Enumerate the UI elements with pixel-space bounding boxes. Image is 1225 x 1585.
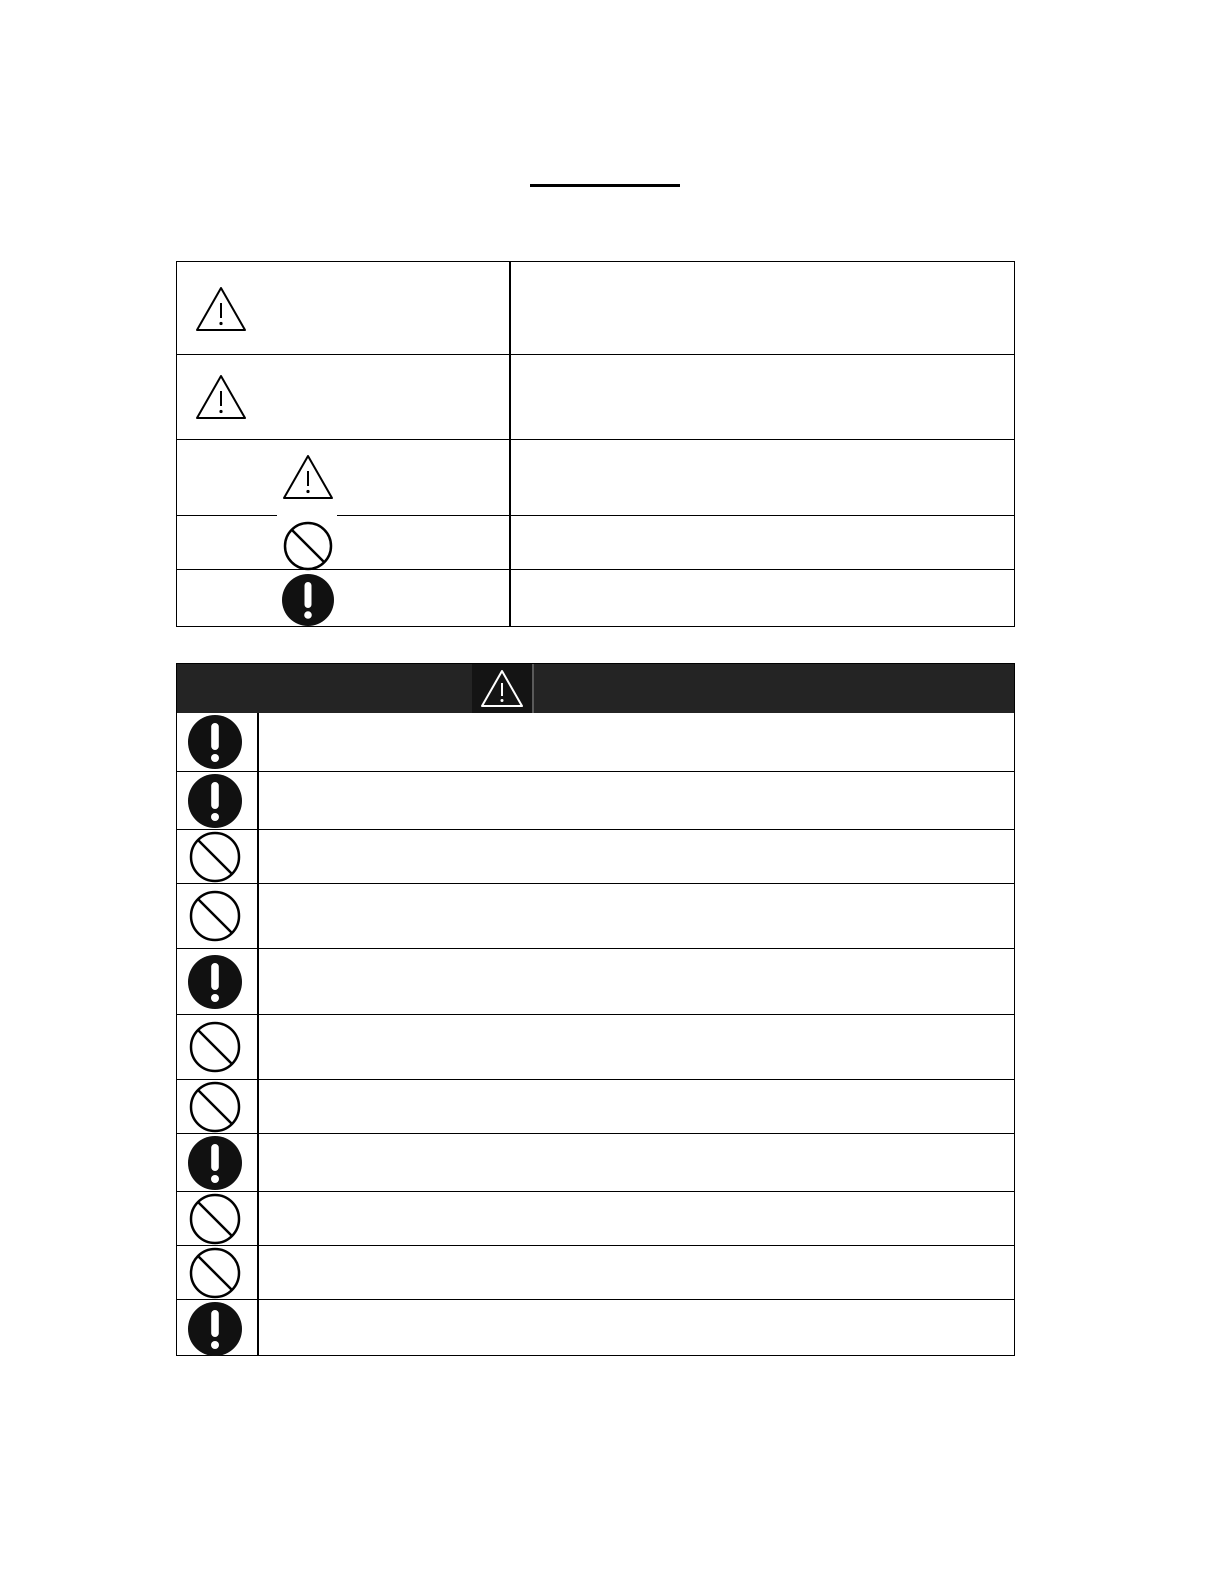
warning-triangle-icon [479, 668, 525, 709]
warning-row [177, 1299, 1014, 1357]
border-gap [277, 514, 337, 518]
mandatory-action-icon [187, 954, 243, 1010]
warning-row [177, 948, 1014, 1014]
warning-row [177, 829, 1014, 883]
warning-triangle-icon [194, 373, 248, 421]
warning-triangle-icon [281, 453, 335, 501]
warning-triangle-icon [194, 285, 248, 333]
mandatory-action-icon [281, 573, 335, 627]
warning-row [177, 771, 1014, 829]
prohibited-icon [187, 888, 243, 944]
warning-row [177, 1191, 1014, 1245]
symbol-legend-table [176, 261, 1015, 627]
warning-row [177, 883, 1014, 948]
prohibited-icon [187, 1019, 243, 1075]
legend-row [177, 569, 1014, 625]
page-title-underline [530, 184, 680, 187]
warning-header-icon-box [472, 664, 532, 713]
prohibited-icon [187, 1079, 243, 1135]
warning-row [177, 713, 1014, 771]
warning-row [177, 1245, 1014, 1299]
legend-row [177, 262, 1014, 354]
mandatory-action-icon [187, 1135, 243, 1191]
mandatory-action-icon [187, 714, 243, 770]
warning-table [176, 663, 1015, 1356]
warning-row [177, 1079, 1014, 1133]
prohibited-icon [281, 519, 335, 573]
mandatory-action-icon [187, 773, 243, 829]
warning-row [177, 1014, 1014, 1079]
header-separator [532, 664, 534, 713]
warning-row [177, 1133, 1014, 1191]
legend-row [177, 515, 1014, 569]
prohibited-icon [187, 1191, 243, 1247]
prohibited-icon [187, 1245, 243, 1301]
legend-row [177, 439, 1014, 515]
warning-header [177, 664, 1014, 713]
prohibited-icon [187, 829, 243, 885]
mandatory-action-icon [187, 1301, 243, 1357]
legend-row [177, 354, 1014, 439]
